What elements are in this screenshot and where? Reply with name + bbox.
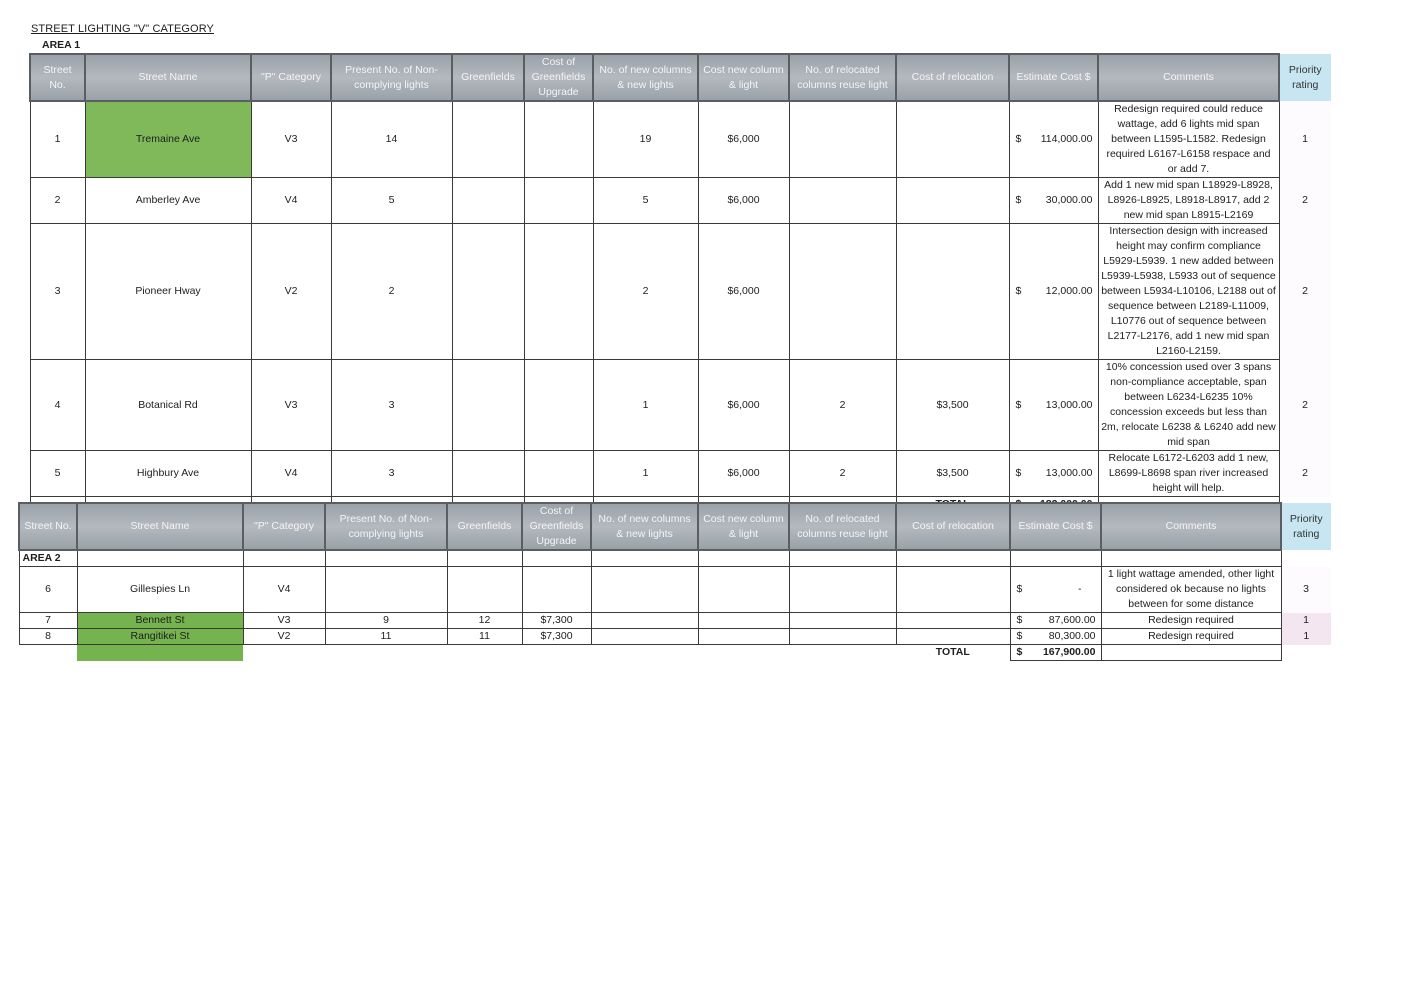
comment: Add 1 new mid span L18929-L8928, L8926-L8925, L8918-L8917, add 2 new mid span L8915-L2169 — [1098, 178, 1279, 224]
p-category: V4 — [251, 178, 331, 224]
dollar-sign: $ — [1015, 285, 1022, 297]
street-no: 8 — [19, 629, 77, 645]
dollar-sign: $ — [1015, 398, 1022, 411]
greenfields-cost — [524, 360, 593, 451]
street-no: 2 — [30, 178, 85, 224]
area1-label: AREA 1 — [42, 39, 81, 51]
greenfields: 11 — [447, 629, 522, 645]
area2-label-row — [19, 550, 1331, 567]
comment: Redesign required — [1101, 629, 1281, 645]
present-count: 11 — [325, 629, 447, 645]
document-title: STREET LIGHTING "V" CATEGORY — [31, 23, 214, 35]
greenfields — [452, 178, 524, 224]
cost-relocation: $3,500 — [896, 360, 1009, 451]
p-category: V4 — [243, 567, 325, 613]
table-row — [30, 360, 1331, 451]
area2-label: AREA 2 — [19, 550, 77, 567]
present-count — [325, 567, 447, 613]
greenfields — [452, 224, 524, 360]
estimate-cost — [1010, 613, 1101, 629]
street-no: 4 — [30, 360, 85, 451]
cost-relocation — [896, 101, 1009, 178]
street-name: Amberley Ave — [85, 178, 251, 224]
header-street-no: Street No. — [19, 503, 77, 550]
present-count: 3 — [331, 451, 452, 497]
header-relocated-columns: No. of relocated columns reuse light — [789, 503, 896, 550]
p-category: V2 — [243, 629, 325, 645]
header-relocated-columns: No. of relocated columns reuse light — [789, 54, 896, 101]
area2-header-row — [19, 503, 1331, 550]
street-name: Highbury Ave — [85, 451, 251, 497]
new-columns — [591, 613, 698, 629]
priority-rating: 2 — [1279, 360, 1331, 451]
street-no: 1 — [30, 101, 85, 178]
cost-new-column — [698, 629, 789, 645]
header-estimate-cost: Estimate Cost $ — [1010, 503, 1101, 550]
new-columns — [591, 567, 698, 613]
header-greenfields-cost: Cost of Greenfields Upgrade — [522, 503, 591, 550]
cost-relocation: $3,500 — [896, 451, 1009, 497]
area1-header-row — [30, 54, 1331, 101]
cost-relocation — [896, 178, 1009, 224]
greenfields: 12 — [447, 613, 522, 629]
new-columns: 1 — [593, 451, 698, 497]
estimate-value: 12,000.00 — [1045, 285, 1093, 297]
header-greenfields-cost: Cost of Greenfields Upgrade — [524, 54, 593, 101]
greenfields — [452, 360, 524, 451]
comment: 10% concession used over 3 spans non-compliance acceptable, span between L6234-L6235 10% concession exceeds but less than 2m, relocate L6238 & L6240 add new mid span — [1098, 360, 1279, 451]
header-cost-relocation: Cost of relocation — [896, 54, 1009, 101]
greenfields-cost: $7,300 — [522, 613, 591, 629]
street-no: 3 — [30, 224, 85, 360]
estimate-cost — [1009, 224, 1098, 360]
dollar-sign: $ — [1015, 467, 1022, 479]
comment: 1 light wattage amended, other light considered ok because no lights between for some distance — [1101, 567, 1281, 613]
header-present-non-complying: Present No. of Non-complying lights — [331, 54, 452, 101]
priority-rating: 1 — [1279, 101, 1331, 178]
cost-new-column: $6,000 — [698, 451, 789, 497]
priority-rating: 1 — [1281, 629, 1331, 645]
greenfields-cost — [524, 178, 593, 224]
area1-table — [29, 53, 1332, 513]
cost-relocation — [896, 224, 1009, 360]
header-new-columns: No. of new columns & new lights — [591, 503, 698, 550]
dollar-sign: $ — [1016, 614, 1023, 626]
street-no: 7 — [19, 613, 77, 629]
header-cost-relocation: Cost of relocation — [896, 503, 1010, 550]
header-estimate-cost: Estimate Cost $ — [1009, 54, 1098, 101]
estimate-cost — [1009, 451, 1098, 497]
estimate-value: 13,000.00 — [1045, 398, 1093, 411]
dollar-sign: $ — [1016, 583, 1023, 595]
header-greenfields: Greenfields — [447, 503, 522, 550]
street-no: 6 — [19, 567, 77, 613]
street-name: Gillespies Ln — [77, 567, 243, 613]
table-row — [30, 451, 1331, 497]
relocated-columns — [789, 101, 896, 178]
street-name: Rangitikei St — [77, 629, 243, 645]
greenfields-cost: $7,300 — [522, 629, 591, 645]
cost-new-column — [698, 613, 789, 629]
estimate-value: 80,300.00 — [1048, 630, 1096, 642]
dollar-sign: $ — [1016, 646, 1023, 658]
comment: Intersection design with increased height may confirm compliance L5929-L5939. 1 new added between L5939-L5938, L5933 out of sequence between L5934-L10106, L2188 out of sequence between L2189-L11009, L10776 out of sequence between L2177-L2176, add 1 new mid span L2160-L2159. — [1098, 224, 1279, 360]
table-row — [19, 613, 1331, 629]
table-row — [19, 567, 1331, 613]
present-count: 3 — [331, 360, 452, 451]
table-row — [30, 224, 1331, 360]
header-street-name: Street Name — [77, 503, 243, 550]
relocated-columns — [789, 224, 896, 360]
header-priority: Priority rating — [1281, 503, 1331, 550]
greenfields-cost — [524, 224, 593, 360]
cost-new-column: $6,000 — [698, 178, 789, 224]
p-category: V2 — [251, 224, 331, 360]
new-columns: 19 — [593, 101, 698, 178]
greenfields — [452, 451, 524, 497]
header-p-category: "P" Category — [243, 503, 325, 550]
greenfields — [452, 101, 524, 178]
header-new-columns: No. of new columns & new lights — [593, 54, 698, 101]
greenfields — [447, 567, 522, 613]
cost-relocation — [896, 613, 1010, 629]
relocated-columns — [789, 567, 896, 613]
header-greenfields: Greenfields — [452, 54, 524, 101]
header-cost-new-column: Cost new column & light — [698, 54, 789, 101]
header-street-name: Street Name — [85, 54, 251, 101]
greenfields-cost — [524, 101, 593, 178]
new-columns — [591, 629, 698, 645]
header-cost-new-column: Cost new column & light — [698, 503, 789, 550]
street-name: Tremaine Ave — [85, 101, 251, 178]
priority-rating: 1 — [1281, 613, 1331, 629]
area2-table — [18, 502, 1332, 661]
comment: Redesign required could reduce wattage, add 6 lights mid span between L1595-L1582. Redesign required L6167-L6158 respace and or add 7. — [1098, 101, 1279, 178]
table-row — [30, 101, 1331, 178]
estimate-value: - — [1078, 583, 1082, 595]
priority-rating: 3 — [1281, 567, 1331, 613]
header-priority: Priority rating — [1279, 54, 1331, 101]
total-label: TOTAL — [935, 646, 970, 659]
estimate-value: 30,000.00 — [1045, 194, 1093, 206]
estimate-value: 114,000.00 — [1040, 133, 1093, 145]
relocated-columns — [789, 613, 896, 629]
new-columns: 2 — [593, 224, 698, 360]
estimate-value: 87,600.00 — [1048, 614, 1096, 626]
p-category: V3 — [251, 360, 331, 451]
dollar-sign: $ — [1016, 630, 1023, 642]
priority-rating: 2 — [1279, 178, 1331, 224]
dollar-sign: $ — [1015, 194, 1022, 206]
present-count: 2 — [331, 224, 452, 360]
header-comments: Comments — [1098, 54, 1279, 101]
street-name: Bennett St — [77, 613, 243, 629]
cost-new-column: $6,000 — [698, 101, 789, 178]
header-street-no: Street No. — [30, 54, 85, 101]
street-name: Pioneer Hway — [85, 224, 251, 360]
p-category: V4 — [251, 451, 331, 497]
table-row — [30, 178, 1331, 224]
estimate-cost — [1010, 629, 1101, 645]
cost-new-column: $6,000 — [698, 360, 789, 451]
header-present-non-complying: Present No. of Non-complying lights — [325, 503, 447, 550]
cost-relocation — [896, 567, 1010, 613]
estimate-cost — [1010, 567, 1101, 613]
cost-new-column — [698, 567, 789, 613]
greenfields-cost — [522, 567, 591, 613]
present-count: 14 — [331, 101, 452, 178]
relocated-columns: 2 — [789, 360, 896, 451]
table-row — [19, 629, 1331, 645]
cost-relocation — [896, 629, 1010, 645]
present-count: 9 — [325, 613, 447, 629]
estimate-cost — [1009, 178, 1098, 224]
priority-rating: 2 — [1279, 224, 1331, 360]
p-category: V3 — [251, 101, 331, 178]
header-comments: Comments — [1101, 503, 1281, 550]
present-count: 5 — [331, 178, 452, 224]
comment: Relocate L6172-L6203 add 1 new, L8699-L8698 span river increased height will help. — [1098, 451, 1279, 497]
relocated-columns — [789, 178, 896, 224]
total-value: 167,900.00 — [1042, 646, 1096, 658]
p-category: V3 — [243, 613, 325, 629]
estimate-cost — [1009, 101, 1098, 178]
dollar-sign: $ — [1015, 133, 1022, 145]
total-cost — [1010, 645, 1101, 661]
comment: Redesign required — [1101, 613, 1281, 629]
new-columns: 1 — [593, 360, 698, 451]
new-columns: 5 — [593, 178, 698, 224]
estimate-value: 13,000.00 — [1045, 467, 1093, 479]
priority-rating: 2 — [1279, 451, 1331, 497]
street-name: Botanical Rd — [85, 360, 251, 451]
estimate-cost — [1009, 360, 1098, 451]
area2-total-row — [19, 645, 1331, 661]
relocated-columns — [789, 629, 896, 645]
header-p-category: "P" Category — [251, 54, 331, 101]
cost-new-column: $6,000 — [698, 224, 789, 360]
relocated-columns: 2 — [789, 451, 896, 497]
greenfields-cost — [524, 451, 593, 497]
street-no: 5 — [30, 451, 85, 497]
